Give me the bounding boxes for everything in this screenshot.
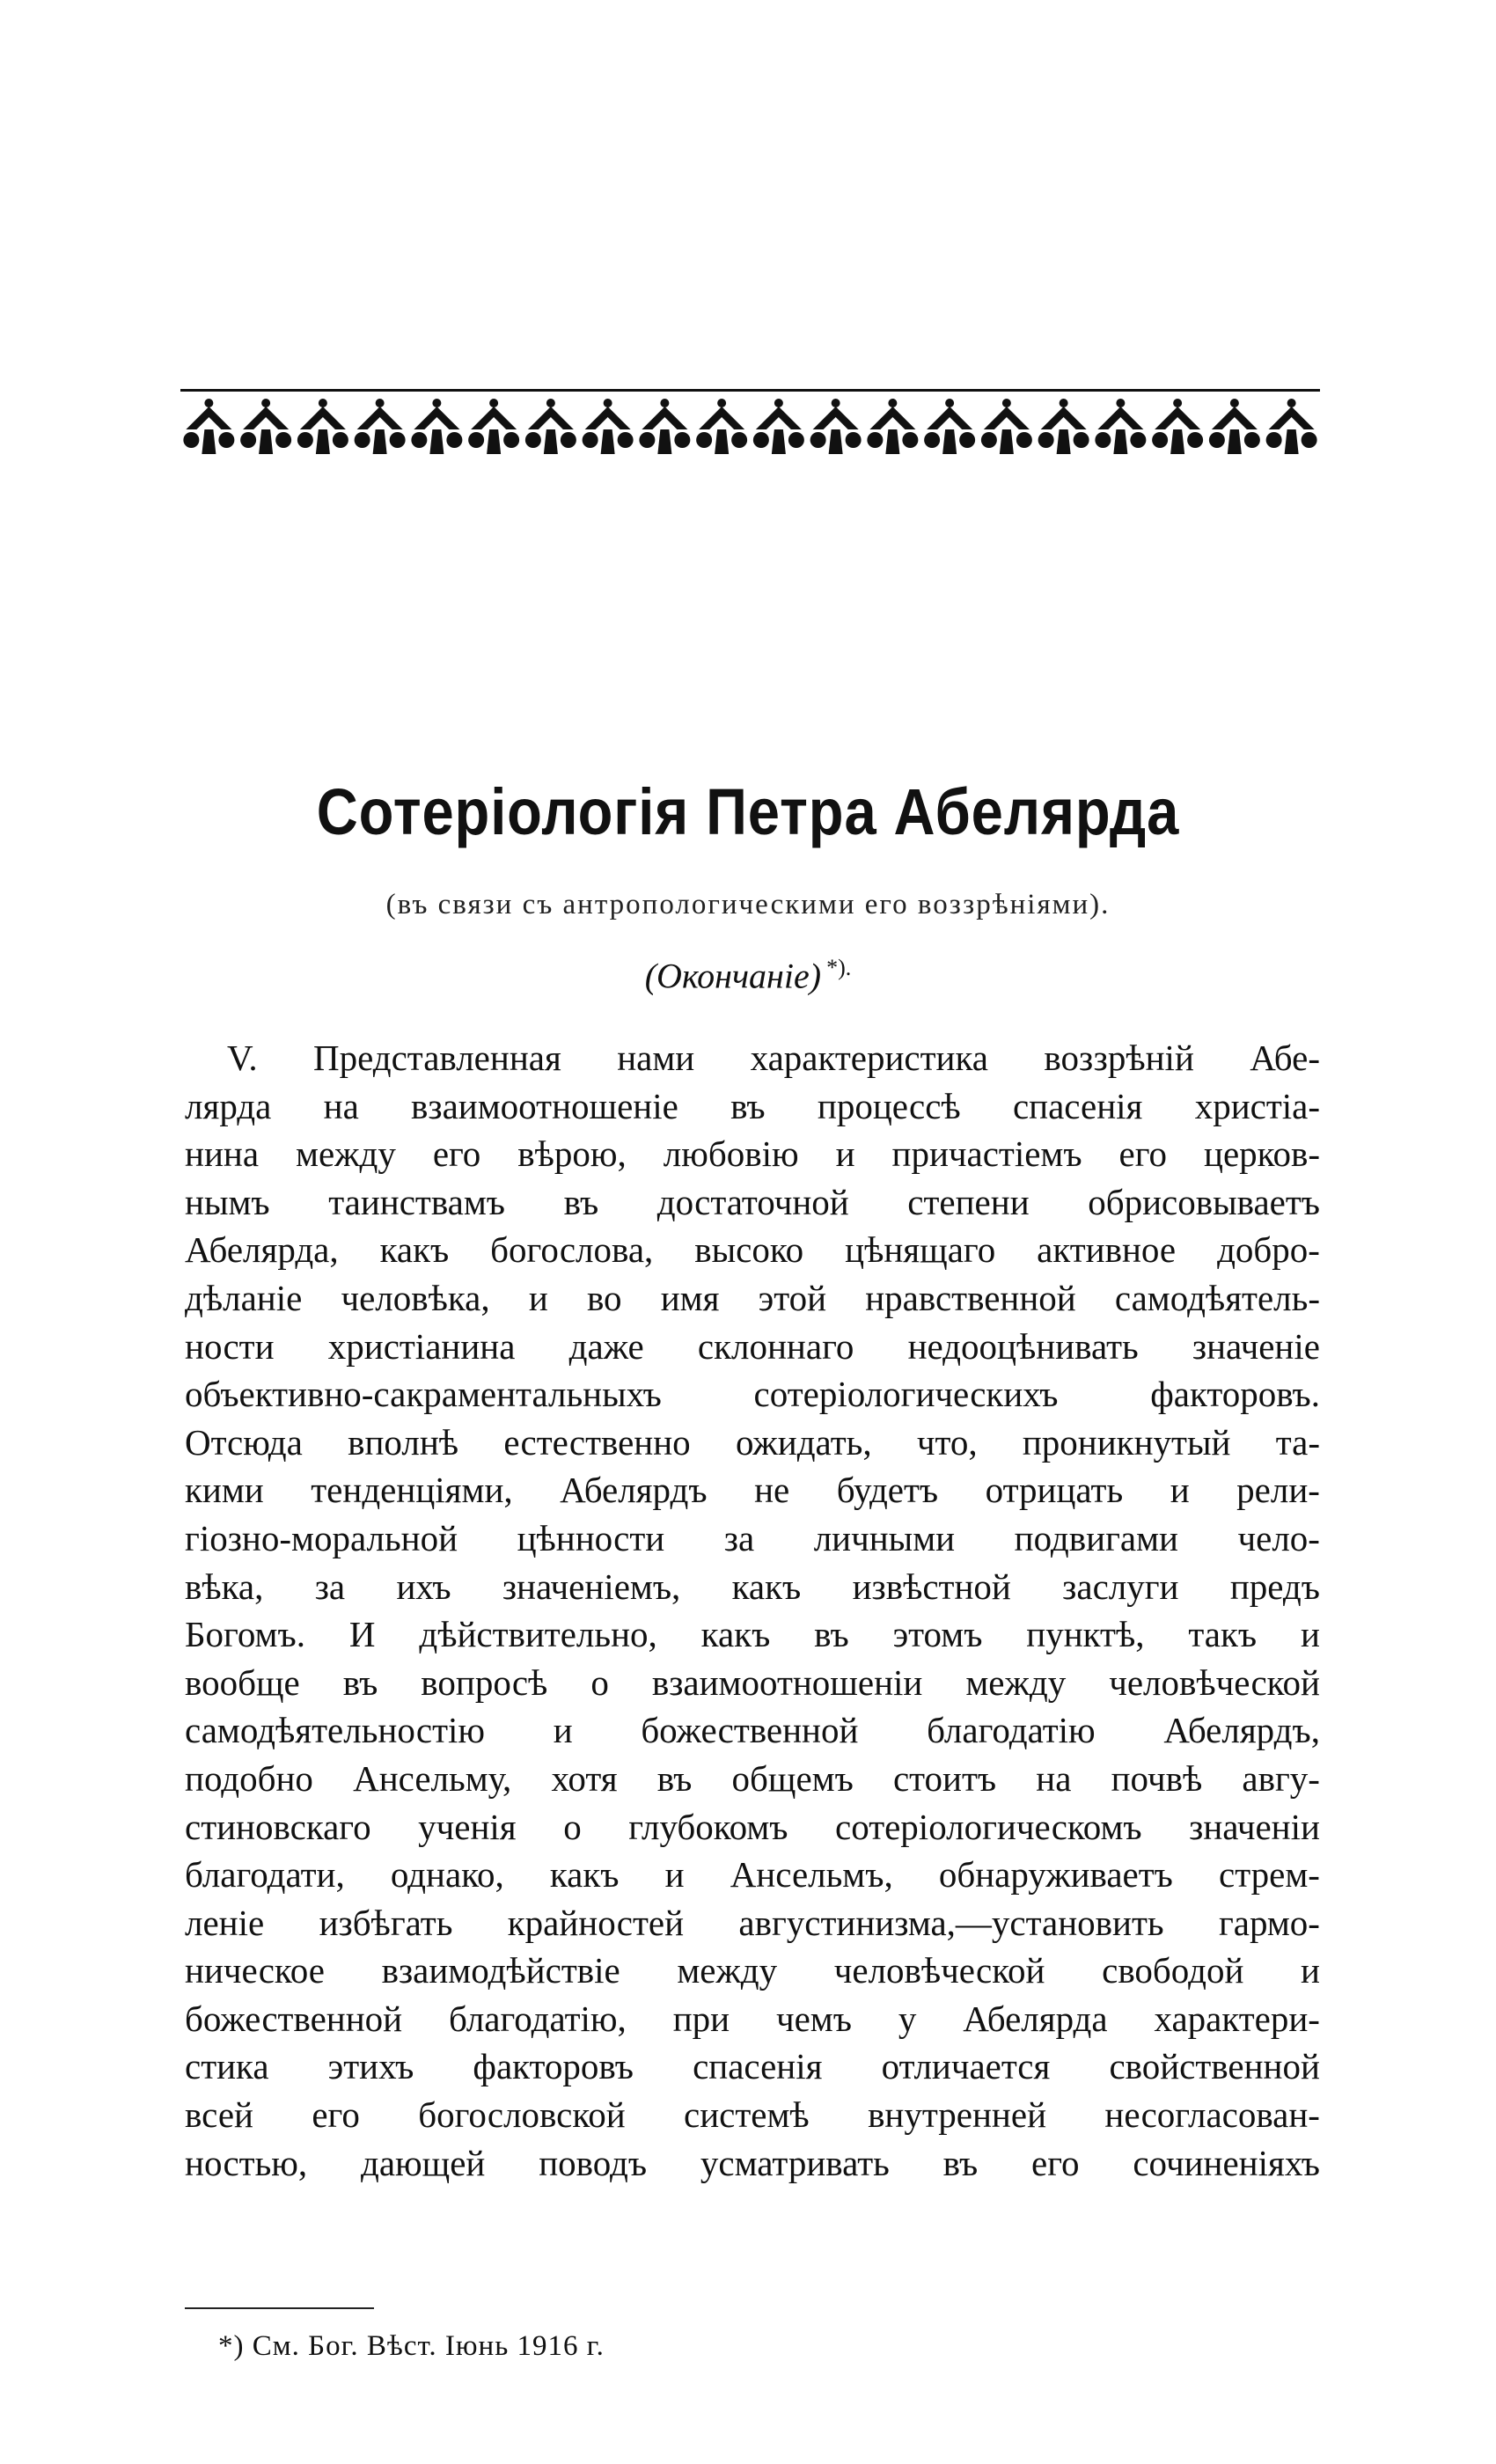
fleuron-icon	[183, 399, 234, 454]
text-line: лярда на взаимоотношеніе въ процессѣ спасенія христіа-	[185, 1085, 1320, 1126]
fleuron-icon	[696, 399, 747, 454]
fleuron-icon	[1095, 399, 1146, 454]
fleuron-icon	[810, 399, 862, 454]
text-line: ническое взаимодѣйствіе между человѣческой свободой и	[185, 1950, 1320, 1991]
article-subtitle: (въ связи съ антропологическими его воззрѣніями).	[385, 889, 1111, 920]
text-line: ности христіанина даже склоннаго недооцѣнивать значеніе	[185, 1325, 1320, 1367]
article-body	[185, 1034, 1320, 2187]
fleuron-icon	[1266, 399, 1317, 454]
ornament-band	[180, 387, 1320, 458]
text-line: леніе избѣгать крайностей августинизма,—установить гармо-	[185, 1902, 1320, 1943]
text-line: ностью, дающей поводъ усматривать въ его сочиненіяхъ	[185, 2142, 1320, 2183]
fleuron-icon	[1038, 399, 1089, 454]
fleuron-icon	[639, 399, 690, 454]
text-line: вообще въ вопросѣ о взаимоотношеніи между человѣческой	[185, 1661, 1320, 1703]
fleuron-icon	[1152, 399, 1203, 454]
text-line: самодѣятельностію и божественной благодатію Абелярдъ,	[185, 1710, 1320, 1751]
fleuron-icon	[297, 399, 348, 454]
fleuron-icon	[468, 399, 519, 454]
text-line: Отсюда вполнѣ естественно ожидать, что, проникнутый та-	[185, 1421, 1320, 1463]
fleuron-icon	[981, 399, 1032, 454]
text-line: объективно-сакраментальныхъ сотеріологическихъ факторовъ.	[185, 1374, 1320, 1415]
fleuron-icon	[924, 399, 975, 454]
text-line: стиновскаго ученія о глубокомъ сотеріологическомъ значеніи	[185, 1806, 1320, 1847]
text-line: подобно Ансельму, хотя въ общемъ стоитъ на почвѣ авгу-	[185, 1757, 1320, 1799]
fleuron-icon	[355, 399, 406, 454]
text-line: гіозно-моральной цѣнности за личными подвигами чело-	[185, 1517, 1320, 1558]
fleuron-icon	[240, 399, 291, 454]
footnote: *) См. Бог. Вѣст. Іюнь 1916 г.	[218, 2330, 605, 2362]
fleuron-icon	[583, 399, 634, 454]
fleuron-icon	[1209, 399, 1260, 454]
ornament-rule	[180, 389, 1320, 392]
fleuron-icon	[753, 399, 804, 454]
text-line: кими тенденціями, Абелярдъ не будетъ отрицать и рели-	[185, 1470, 1320, 1511]
text-line: стика этихъ факторовъ спасенія отличается свойственной	[185, 2046, 1320, 2087]
footnote-rule	[185, 2307, 374, 2309]
text-line: дѣланіе человѣка, и во имя этой нравственной самодѣятель-	[185, 1277, 1320, 1318]
footnote-mark: *).	[826, 955, 852, 980]
continuation-note	[0, 955, 1496, 996]
text-line: вѣка, за ихъ значеніемъ, какъ извѣстной заслуги предъ	[185, 1566, 1320, 1607]
continuation-label: (Окончаніе)	[644, 956, 822, 996]
text-line: V. Представленная нами характеристика воззрѣній Абе-	[227, 1038, 1320, 1078]
text-line: нина между его вѣрою, любовію и причастіемъ его церков-	[185, 1133, 1320, 1175]
text-line: божественной благодатію, при чемъ у Абелярда характери-	[185, 1998, 1320, 2039]
text-line: нымъ таинствамъ въ достаточной степени обрисовываетъ	[185, 1181, 1320, 1222]
text-line: всей его богословской системѣ внутренней несогласован-	[185, 2094, 1320, 2136]
fleuron-icon	[867, 399, 918, 454]
article-title: Сотеріологія Петра Абелярда	[316, 775, 1180, 848]
ornament-header	[180, 387, 1320, 458]
text-line: благодати, однако, какъ и Ансельмъ, обнаруживаетъ стрем-	[185, 1854, 1320, 1896]
text-line: Богомъ. И дѣйствительно, какъ въ этомъ пунктѣ, такъ и	[185, 1614, 1320, 1655]
text-line: Абелярда, какъ богослова, высоко цѣнящаго активное добро-	[185, 1229, 1320, 1271]
fleuron-icon	[411, 399, 462, 454]
fleuron-icon	[525, 399, 576, 454]
